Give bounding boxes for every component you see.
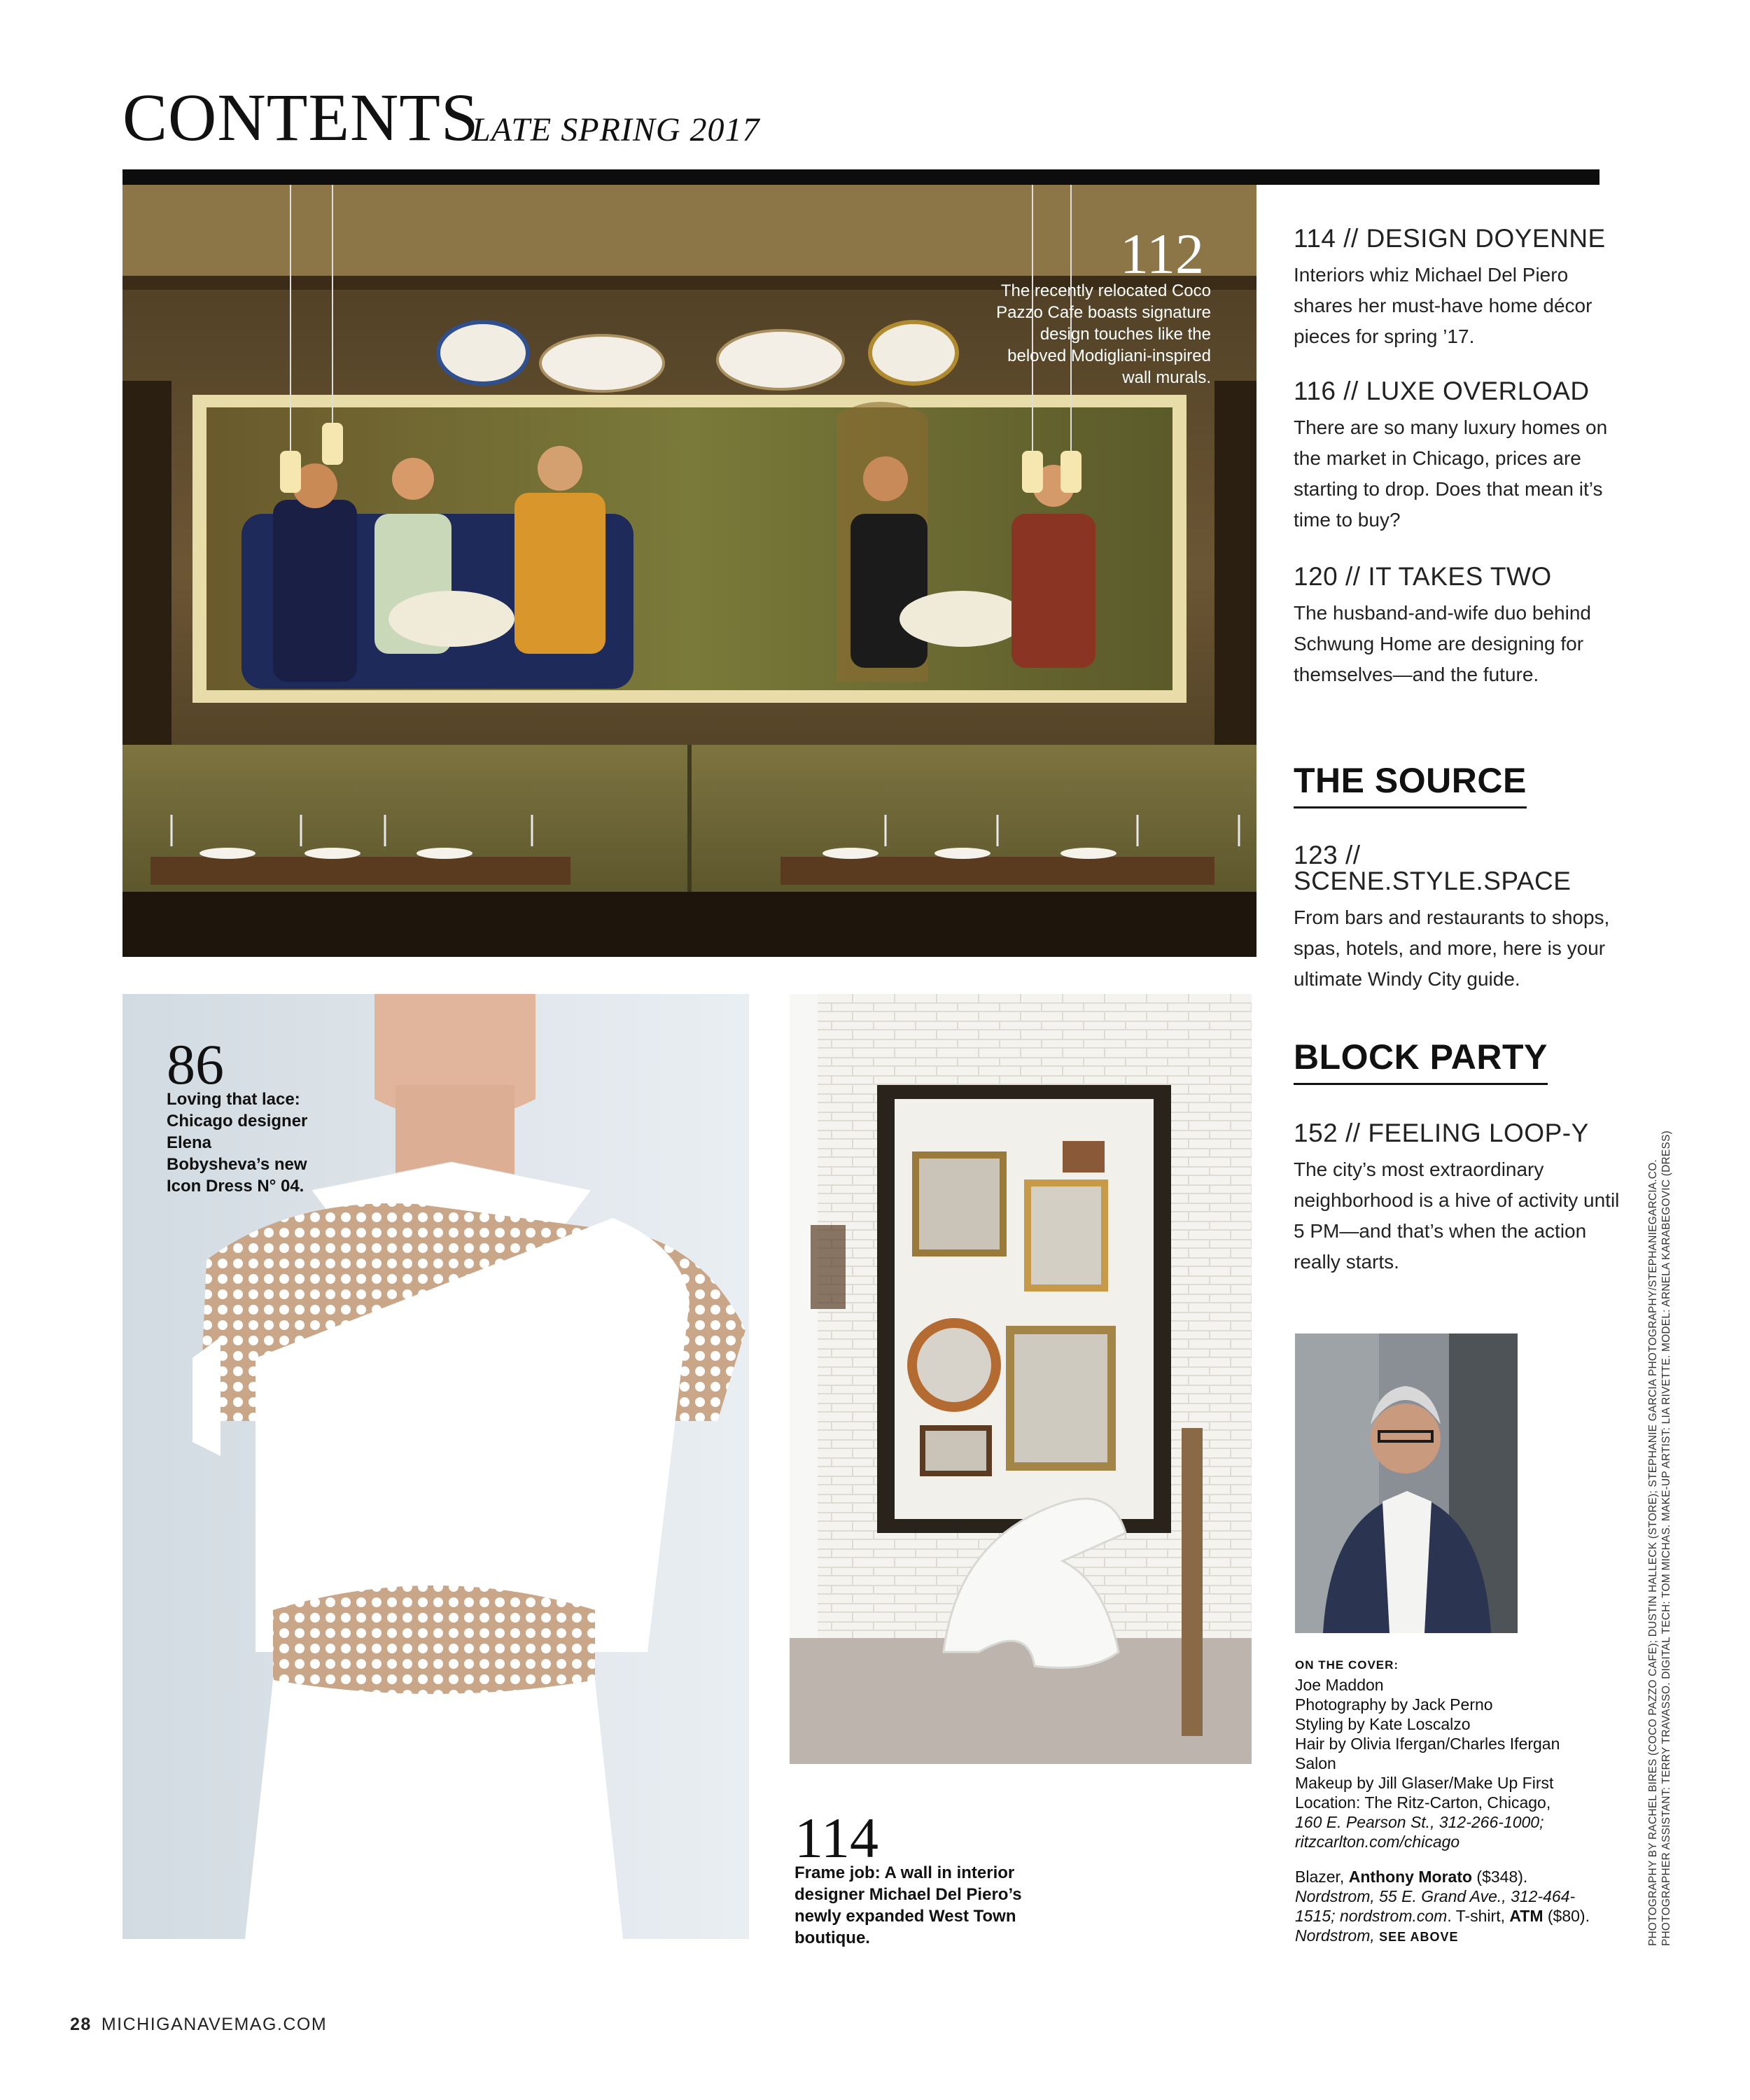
section-heading-block-party: BLOCK PARTY bbox=[1294, 1040, 1548, 1085]
issue-date: LATE SPRING 2017 bbox=[472, 111, 760, 148]
cover-photography: Photography by Jack Perno bbox=[1295, 1695, 1493, 1714]
cover-credits bbox=[1295, 1656, 1596, 1947]
page-number: 28 bbox=[70, 2015, 92, 2034]
page-title: CONTENTS bbox=[122, 80, 479, 155]
cover-address: 160 E. Pearson St., 312-266-1000; ritzcarlton.com/chicago bbox=[1295, 1813, 1544, 1851]
cover-styling: Styling by Kate Loscalzo bbox=[1295, 1715, 1471, 1733]
toc-item-heading: 120 // IT TAKES TWO bbox=[1294, 562, 1552, 591]
site-url[interactable]: MICHIGANAVEMAG.COM bbox=[101, 2015, 328, 2034]
toc-item-120[interactable] bbox=[1294, 564, 1630, 690]
toc-item-114[interactable] bbox=[1294, 225, 1630, 352]
toc-item-description: Interiors whiz Michael Del Piero shares her must-have home décor pieces for spring ’17. bbox=[1294, 264, 1592, 347]
dress-page-number: 86 bbox=[167, 1032, 224, 1096]
cover-label: ON THE COVER: bbox=[1295, 1658, 1399, 1672]
tshirt-price: ($80). bbox=[1543, 1907, 1590, 1925]
restaurant-caption: The recently relocated Coco Pazzo Cafe boasts signature design touches like the beloved Modigliani-inspired wall murals. bbox=[996, 281, 1211, 387]
cover-makeup: Makeup by Jill Glaser/Make Up First bbox=[1295, 1774, 1554, 1792]
toc-item-heading: 116 // LUXE OVERLOAD bbox=[1294, 377, 1590, 405]
page-footer bbox=[70, 2015, 327, 2035]
dress-caption: Loving that lace: Chicago designer Elena Bobysheva’s new Icon Dress N° 04. bbox=[167, 1090, 308, 1196]
mirror-caption: Frame job: A wall in interior designer Michael Del Piero’s newly expanded West Town boutique. bbox=[794, 1863, 1022, 1947]
toc-item-description: The city’s most extraordinary neighborhood is a hive of activity until 5 PM—and that’s when the action really starts. bbox=[1294, 1158, 1620, 1273]
toc-item-heading: 123 // SCENE.STYLE.SPACE bbox=[1294, 841, 1572, 895]
cover-portrait-illustration bbox=[1295, 1334, 1518, 1633]
cover-location: Location: The Ritz-Carton, Chicago, bbox=[1295, 1793, 1551, 1812]
blazer-brand: Anthony Morato bbox=[1348, 1868, 1473, 1886]
photo-credits-line-1: PHOTOGRAPHY BY RACHEL BIRES (COCO PAZZO CAFE); DUSTIN HALLECK (STORE); STEPHANIE GARCIA PHOTOGRAPHY/STEPHANIEGARCIA.CO. bbox=[1647, 1159, 1659, 1946]
tshirt-store: Nordstrom, bbox=[1295, 1926, 1380, 1945]
section-heading-the-source: THE SOURCE bbox=[1294, 763, 1527, 808]
toc-item-description: There are so many luxury homes on the market in Chicago, prices are starting to drop. Does that mean it’s time to buy? bbox=[1294, 416, 1608, 531]
toc-item-description: From bars and restaurants to shops, spas, hotels, and more, here is your ultimate Windy City guide. bbox=[1294, 906, 1610, 990]
tshirt-brand: ATM bbox=[1509, 1907, 1544, 1925]
blazer-prefix: Blazer, bbox=[1295, 1868, 1349, 1886]
restaurant-page-number: 112 bbox=[1120, 222, 1204, 286]
blazer-price: ($348). bbox=[1472, 1868, 1528, 1886]
header-rule bbox=[122, 169, 1600, 185]
tshirt-prefix: . T-shirt, bbox=[1447, 1907, 1510, 1925]
photo-credits bbox=[1646, 1057, 1688, 1946]
cover-wardrobe bbox=[1295, 1867, 1596, 1947]
photo-credits-line-2: PHOTOGRAPHER ASSISTANT: TERRY TRAVASSO. DIGITAL TECH: TOM MICHAS. MAKE-UP ARTIST: LIA RIVETTE. MODEL: ARNELA KARABEGOVIC (DRESS) bbox=[1660, 1130, 1672, 1946]
toc-item-heading: 114 // DESIGN DOYENNE bbox=[1294, 224, 1606, 253]
mirror-wall-photo bbox=[790, 994, 1252, 1764]
toc-item-heading: 152 // FEELING LOOP-Y bbox=[1294, 1119, 1589, 1147]
cover-subject-name: Joe Maddon bbox=[1295, 1676, 1384, 1694]
mirror-page-number: 114 bbox=[794, 1806, 878, 1870]
cover-hair: Hair by Olivia Ifergan/Charles Ifergan Salon bbox=[1295, 1735, 1560, 1772]
toc-item-116[interactable] bbox=[1294, 378, 1630, 536]
blazer-store: Nordstrom, 55 E. Grand Ave., 312-464-1515; nordstrom.com bbox=[1295, 1887, 1576, 1925]
toc-item-description: The husband-and-wife duo behind Schwung Home are designing for themselves—and the future. bbox=[1294, 602, 1591, 685]
toc-item-152[interactable] bbox=[1294, 1120, 1630, 1278]
see-above: SEE ABOVE bbox=[1379, 1930, 1459, 1944]
toc-item-123[interactable] bbox=[1294, 842, 1630, 995]
cover-portrait-photo bbox=[1295, 1334, 1518, 1633]
mirror-wall-illustration bbox=[790, 994, 1252, 1764]
